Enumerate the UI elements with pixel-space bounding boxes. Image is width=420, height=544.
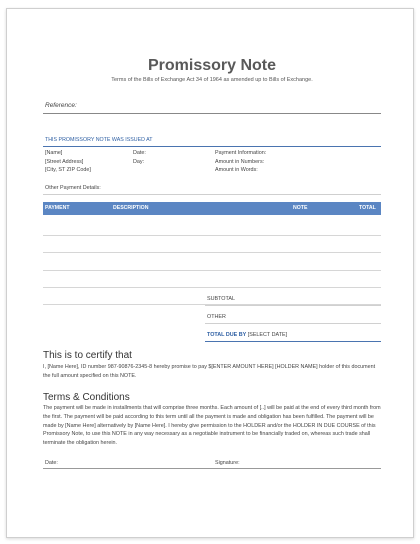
date-day-block	[133, 149, 146, 166]
reference-field[interactable]	[43, 102, 381, 114]
subtotal-label: SUBTOTAL	[207, 296, 235, 302]
issuer-street[interactable]: [Street Address]	[45, 158, 84, 165]
payment-table-header	[43, 202, 381, 215]
terms-text: The payment will be made in installments that will comprise three months. Each amount of [..] will be paid at the end of every third month from the first. The payment will be paid according to this term until all the payment is made and obligation has been fulfilled. The payment will be made by [Name Here] alternatively by [Name Here]. I hereby give permission to the HOLDER and/or the HOLDER IN DUE COURSE of this Promissory Note, to use this NOTE in any way necessary as a negotiable instrument to be financially traded on, whereas such trade shall terminate the obligation herein.	[43, 405, 381, 447]
total-due-row	[205, 330, 381, 342]
col-note: NOTE	[293, 205, 308, 211]
issuer-city[interactable]: [City, ST ZIP Code]	[45, 167, 91, 173]
footer-signature-label: Signature:	[215, 460, 240, 466]
other-row	[205, 312, 381, 324]
total-due-label: TOTAL DUE BY	[207, 332, 247, 338]
certify-heading: This is to certify that	[43, 350, 132, 361]
issuer-name[interactable]: [Name]	[45, 150, 63, 156]
col-description: DESCRIPTION	[113, 205, 149, 211]
payment-information-label: Payment Information:	[215, 150, 267, 156]
payment-info-block	[215, 149, 266, 175]
document-page	[6, 8, 414, 538]
col-payment: PAYMENT	[45, 205, 70, 211]
certify-text: I, [Name Here], ID number 987-90876-2345-8 hereby promise to pay $[ENTER AMOUNT HERE] [HOLDER NAME] holder of this document the full amount specified on this NOTE.	[43, 364, 376, 379]
reference-label: Reference:	[45, 102, 77, 109]
col-total: TOTAL	[359, 205, 376, 211]
document-sheet	[43, 9, 381, 537]
other-payment-details: Other Payment Details:	[43, 185, 381, 195]
table-row[interactable]	[43, 270, 381, 271]
document-subtitle: Terms of the Bills of Exchange Act 34 of 1964 as amended up to Bills of Exchange.	[111, 77, 313, 83]
subtotal-row	[205, 294, 381, 306]
amount-words-label: Amount in Words:	[215, 167, 258, 173]
issued-header: THIS PROMISSORY NOTE WAS ISSUED AT	[43, 137, 381, 147]
terms-heading: Terms & Conditions	[43, 392, 130, 403]
issuer-address-block	[45, 149, 91, 175]
amount-numbers-label: Amount in Numbers:	[215, 158, 265, 165]
signature-line[interactable]	[43, 460, 381, 469]
document-title: Promissory Note	[147, 57, 277, 74]
table-row[interactable]	[43, 235, 381, 236]
table-row[interactable]	[43, 287, 381, 288]
footer-date-label: Date:	[45, 460, 58, 466]
day-label: Day:	[133, 158, 145, 165]
total-due-date[interactable]: [SELECT DATE]	[247, 332, 288, 338]
date-label: Date:	[133, 150, 146, 156]
table-row[interactable]	[43, 252, 381, 253]
other-label: OTHER	[207, 314, 226, 320]
